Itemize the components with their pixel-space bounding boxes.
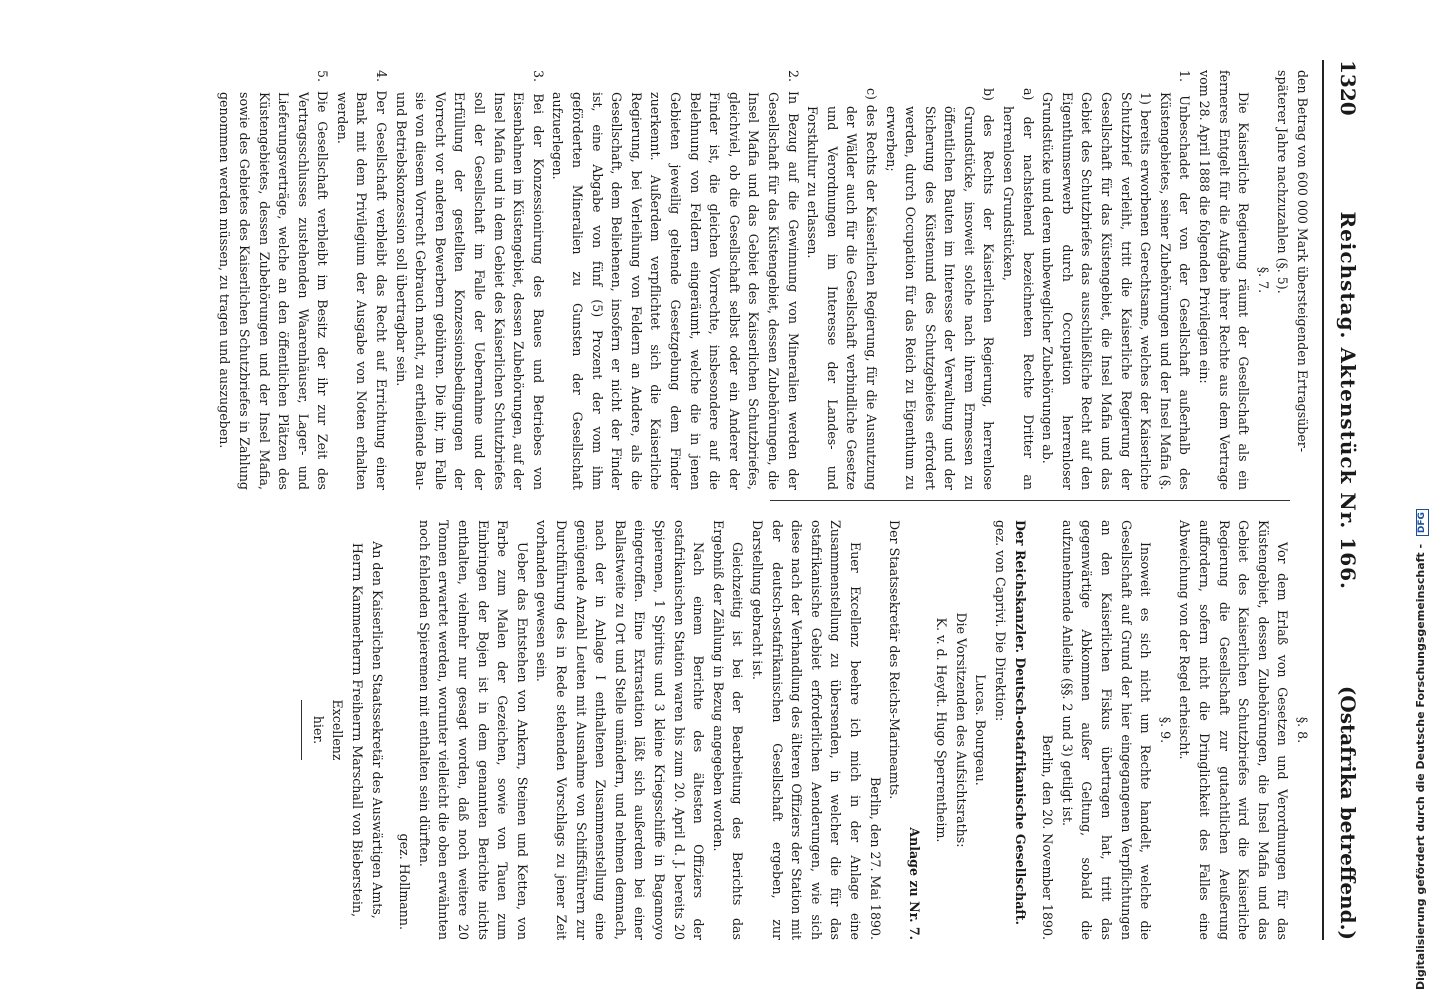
paragraph: Anlage zu Nr. 7. — [906, 827, 922, 940]
paragraph: gez. von Caprivi. Die Direktion: — [993, 520, 1009, 722]
footer-text-wrapper — [1414, 509, 1429, 990]
paragraph: 2. In Bezug auf die Gewinnung von Mineralien werden der Gesellschaft für das Küstengebiet, dessen Zubehörungen, die Insel Mafia und das Gebiet des Kaiserlichen Schutzbriefes, gleichviel, ob die Gesellschaft selbst oder ein Anderer der Finder ist, die gleichen Vorrechte, insbesondere auf die Belehnung von Feldern eingeräumt, welche die in jenen Gebieten jeweilig geltende Gesetzgebung dem Finder zuerkennt. Außerdem verpflichtet sich die Kaiserliche Regierung, bei Verleihung von Feldern an Andere, als die Gesellschaft, dem Beliehenen, insofern er nicht der Finder ist, eine Abgabe von fünf (5) Prozent der vom ihm geförderten Mineralien zu Gunsten der Gesellschaft aufzuerlegen. — [550, 70, 801, 490]
paragraph: Berlin, den 27. Mai 1890. — [867, 776, 883, 940]
spacer — [387, 520, 395, 940]
paragraph: Nach einem Berichte des ältesten Offiziers der ostafrikanischen Station waren bis zum 20. April d. J. bereits 20 Spieremen, 1 Spiritus und 3 kleine Kriegsschiffe in Bagamoyo eingetroffen. Eine Extrastation läßt sich außerdem bei einer Ballastweite zu Ort und Stelle umändern, und nehmen demnach, nach der in Anlage I enthaltenen Zusammenstellung eine genügende Anzahl Leuten mit Ausnahme von Schiffsführern zur Durchführung des in Rede stehenden Vorschlags zu jener Zeit vorhanden gewesen sein. — [534, 520, 707, 940]
left-column — [215, 70, 1312, 490]
paragraph: c) des Rechts der Kaiserlichen Regierung, für die Ausnutzung der Wälder auch für die Gesellschaft verbindliche Gesetze und Verordnungen im Interesse der Landes- und Forstkultur zu erlassen. — [805, 88, 879, 490]
paragraph: Insoweit es sich nicht um Rechte handelt, welche die Gesellschaft auf Grund der hier eingegangenen Verpflichtungen an den Kaiserlichen Fiskus übertragen hat, tritt das gegenwärtige Abkommen außer Geltung, sobald die aufzunehmende Anleihe (§§. 2 und 3) getilgt ist. — [1059, 520, 1154, 940]
page-number: 1320 — [1336, 60, 1360, 116]
spacer — [924, 520, 932, 940]
section-heading: hier. — [310, 715, 326, 745]
paragraph: 5. Die Gesellschaft verbleibt im Besitz der ihr zur Zeit des Vertragsschlusses zustehenden Waarenhäuser, Lager- und Lieferungsverträge, welche an den öffentlichen Plätzen des Küstengebietes, dessen Zubehörungen und der Insel Mafia, sowie des Gebietes des Kaiserlichen Schutzbriefes in Zahlung genommen werden müssen, zu tragen und auszugeben. — [217, 70, 331, 490]
paragraph: Die Kaiserliche Regierung räumt der Gesellschaft als ein ferneres Entgelt für die Aufgabe ihrer Rechte aus dem Vertrage vom 28. April 1888 die folgenden Privilegien ein: — [1197, 70, 1252, 490]
paragraph: 3. Bei der Konzessionirung des Baues und Betriebes von Eisenbahnen im Küstengebiet, dessen Zubehörungen, auf der Insel Mafia und in dem Gebiet des Kaiserlichen Schutzbriefes soll der Gesellschaft im Falle der Uebernahme und der Erfüllung der gestellten Konzessionsbedingungen der Vorrecht vor anderen Bewerbern gebühren. Die ihr, im Falle sie von diesem Vorrecht Gebrauch macht, zu ertheilende Bau- und Betriebskonzession soll übertragbar sein. — [393, 70, 546, 490]
paragraph: den Betrag von 600 000 Mark übersteigenden Ertragsüber- — [1295, 70, 1310, 453]
section-heading: K. v. d. Heydt. Hugo Sperrentheim. — [934, 617, 950, 843]
page-header — [1322, 60, 1360, 940]
paragraph: Euer Excellenz beehre ich mich in der Anlage eine Zusammenstellung zu übersenden, in welcher die für das ostafrikanische Gebiet erforderlichen Aenderungen, wie sich diese nach der Verhandlung des älteren Offiziers der Station mit der deutsch-ostafrikanischen Gesellschaft ergeben, zur Darstellung gebracht ist. — [749, 520, 863, 940]
section-heading: §. 9. — [1157, 716, 1173, 744]
page-title: Reichstag. Aktenstück Nr. 166. — [1336, 211, 1360, 591]
signature: gez. Hollmann. — [397, 833, 413, 930]
paragraph: Gleichzeitig ist bei der Bearbeitung des Berichts das Ergebniß der Zählung in Bezug angegeben worden. — [710, 520, 746, 940]
right-column — [295, 520, 1312, 940]
paragraph: a) der nachstehend bezeichneten Rechte Dritter an herrenlosen Grundstücken, — [1001, 88, 1036, 490]
section-heading: §. 7. — [1255, 266, 1271, 294]
spacer — [1030, 520, 1038, 940]
section-heading: Herrn Kammerherrn Freiherrn Marschall von Bieberstein, — [350, 542, 366, 918]
paragraph: späterer Jahre nachzuzahlen (§. 5). — [1275, 70, 1291, 294]
section-heading: Excellenz — [330, 699, 346, 761]
paragraph: b) des Rechts der Kaiserlichen Regierung, herrenlose Grundstücke, insoweit solche nach ihrem Ermessen zu öffentlichen Bauten im Interesse der Verwaltung und der Sicherung des Küstenund des Schutzgebietes erfordert werden, durch Occupation für das Reich zu Eigenthum zu erwerben; — [883, 88, 997, 490]
paragraph: 1. Unbeschadet der von der Gesellschaft außerhalb des Küstengebietes, seiner Zubehörungen und der Insel Mafia (§. 1) bereits erworbenen Gerechtsame, welches der Kaiserliche Schutzbrief verleiht, tritt die Kaiserliche Regierung der Gesellschaft für das Küstengebiet, die Insel Mafia und das Gebiet des Schutzbriefes das ausschließliche Recht auf den Eigenthumserwerb durch Occupation herrenloser Grundstücke und deren unbeweglicher Zubehörungen ab. — [1040, 70, 1193, 490]
digitization-footer — [1410, 0, 1432, 1000]
short-rule — [301, 700, 302, 760]
section-heading: §. 8. — [1295, 716, 1310, 744]
section-heading: An den Kaiserlichen Staatssekretär des Auswärtigen Amts, — [369, 541, 385, 919]
section-heading: Die Vorsitzenden des Aufsichtsraths: — [953, 612, 969, 848]
page-subject: (Ostafrika betreffend.) — [1336, 685, 1360, 940]
paragraph: Vor dem Erlaß von Gesetzen und Verordnungen für das Küstengebiet, dessen Zubehörungen, die Insel Mafia und das Gebiet des Kaiserlichen Schutzbriefes wird die Kaiserliche Regierung die Gesellschaft zur gutachtlichen Aeußerung auffordern, sofern nicht die Dringlichkeit des Falles eine Abweichung von der Regel erheischt. — [1177, 520, 1291, 940]
paragraph: Der Reichskanzler. Deutsch-ostafrikanische Gesellschaft. — [1012, 520, 1028, 925]
dfg-logo-icon: DFG — [1416, 509, 1429, 536]
paragraph: Ueber das Entstehen von Ankern, Steinen und Ketten, von Farbe zum Malen der Gezeichen, sowie von Tauen zum Einbringen der Bojen ist in dem genannten Berichte nichts enthalten, vielmehr nur gesagt worden, daß noch weitere 20 Tonnen erwartet werden, worunter vielleicht die oben erwähnten noch fehlenden Spieremen mit enthalten sein dürften. — [416, 520, 530, 940]
section-heading: Lucas. Bourgeau. — [973, 674, 989, 786]
paragraph: Der Staatssekretär des Reichs-Marineamts. — [887, 520, 903, 800]
column-divider — [770, 500, 1290, 501]
footer-credit: Digitalisierung gefördert durch die Deutsche Forschungsgemeinschaft - — [1414, 543, 1427, 990]
paragraph: 4. Der Gesellschaft verbleibt das Recht auf Errichtung einer Bank mit dem Privilegium der Ausgabe von Noten erhalten werden. — [334, 70, 390, 490]
paragraph: Berlin, den 20. November 1890. — [1040, 734, 1056, 940]
